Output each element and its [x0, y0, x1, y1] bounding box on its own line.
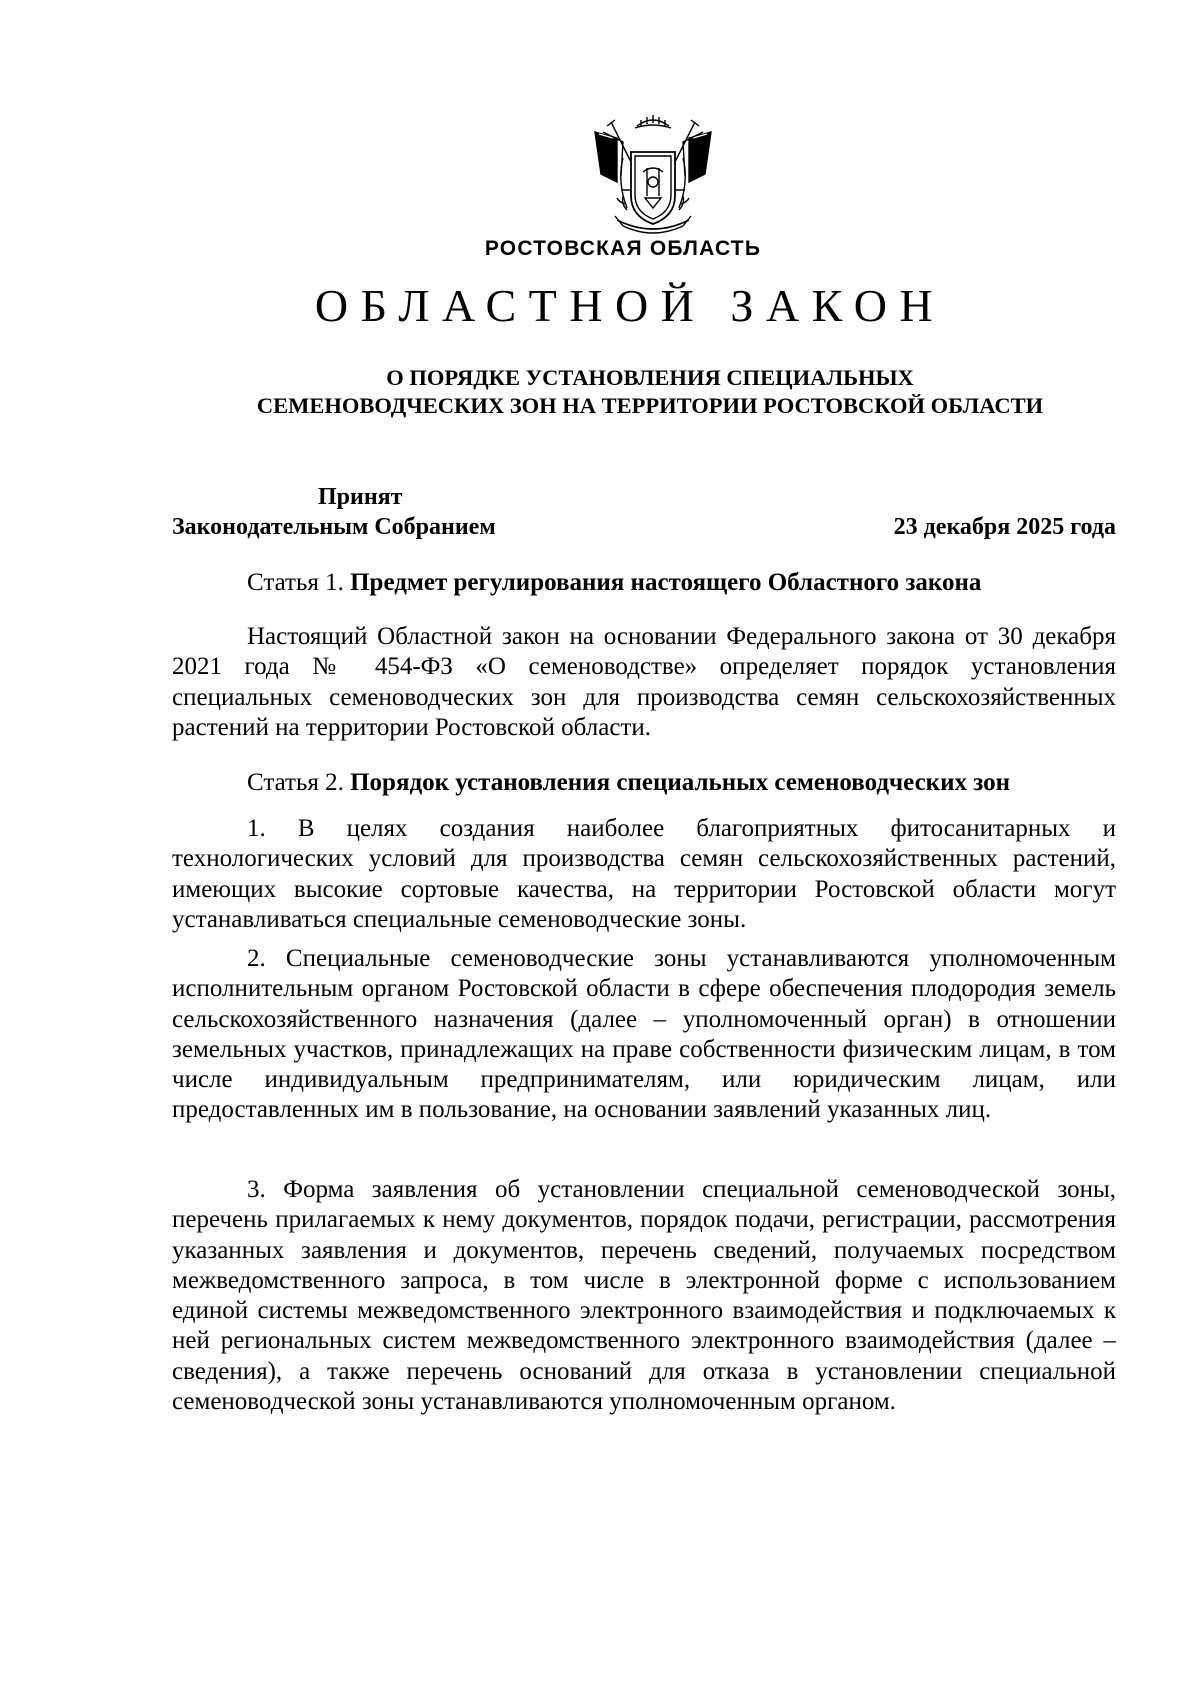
document-title-line: СЕМЕНОВОДЧЕСКИХ ЗОН НА ТЕРРИТОРИИ РОСТОВСКОЙ ОБЛАСТИ	[256, 393, 1044, 418]
article-paragraph: 3. Форма заявления об установлении специальной семеноводческой зоны, перечень прилагаемых к нему документов, порядок подачи, регистрации, рассмотрения указанных заявления и документов, перечень сведений, получаемых посредством межведомственного запроса, в том числе в электронной форме с использованием единой системы межведомственного электронного взаимодействия и подключаемых к ней региональных систем межведомственного электронного взаимодействия (далее – сведения), а также перечень оснований для отказа в установлении специальной семеноводческой зоны устанавливаются уполномоченным органом.	[172, 1176, 1116, 1416]
article-paragraph: 2. Специальные семеноводческие зоны устанавливаются уполномоченным исполнительным органом Ростовской области в сфере обеспечения плодородия земель сельскохозяйственного назначения (далее – уполномоченный орган) в отношении земельных участков, принадлежащих на праве собственности физическим лицам, в том числе индивидуальным предпринимателям, или юридическим лицам, или предоставленных им в пользование, на основании заявлений указанных лиц.	[172, 945, 1116, 1124]
article-title: Порядок установления специальных семеноводческих зон	[350, 769, 1011, 796]
article-heading	[172, 568, 1116, 598]
article-number: Статья 2.	[247, 769, 344, 796]
article-title: Предмет регулирования настоящего Областного закона	[350, 569, 982, 596]
coat-of-arms-icon	[587, 112, 719, 240]
document-type: ОБЛАСТНОЙ ЗАКОН	[314, 280, 946, 331]
article-paragraph: 1. В целях создания наиболее благоприятных фитосанитарных и технологических условий для производства семян сельскохозяйственных растений, имеющих высокие сортовые качества, на территории Ростовской области могут устанавливаться специальные семеноводческие зоны.	[172, 815, 1116, 933]
article-paragraph: Настоящий Областной закон на основании Федерального закона от 30 декабря 2021 года № 454-ФЗ «О семеноводстве» определяет порядок установления специальных семеноводческих зон для производства семян сельскохозяйственных растений на территории Ростовской области.	[172, 623, 1116, 741]
document-title	[160, 364, 1140, 420]
adoption-date: 23 декабря 2025 года	[893, 514, 1116, 540]
adopting-authority: Законодательным Собранием	[172, 514, 496, 540]
article-number: Статья 1.	[247, 569, 344, 596]
article-heading	[172, 768, 1116, 798]
adoption-body	[172, 482, 572, 542]
document-title-line: О ПОРЯДКЕ УСТАНОВЛЕНИЯ СПЕЦИАЛЬНЫХ	[386, 365, 914, 390]
region-name: РОСТОВСКАЯ ОБЛАСТЬ	[484, 237, 762, 260]
adopted-label: Принят	[318, 484, 403, 510]
